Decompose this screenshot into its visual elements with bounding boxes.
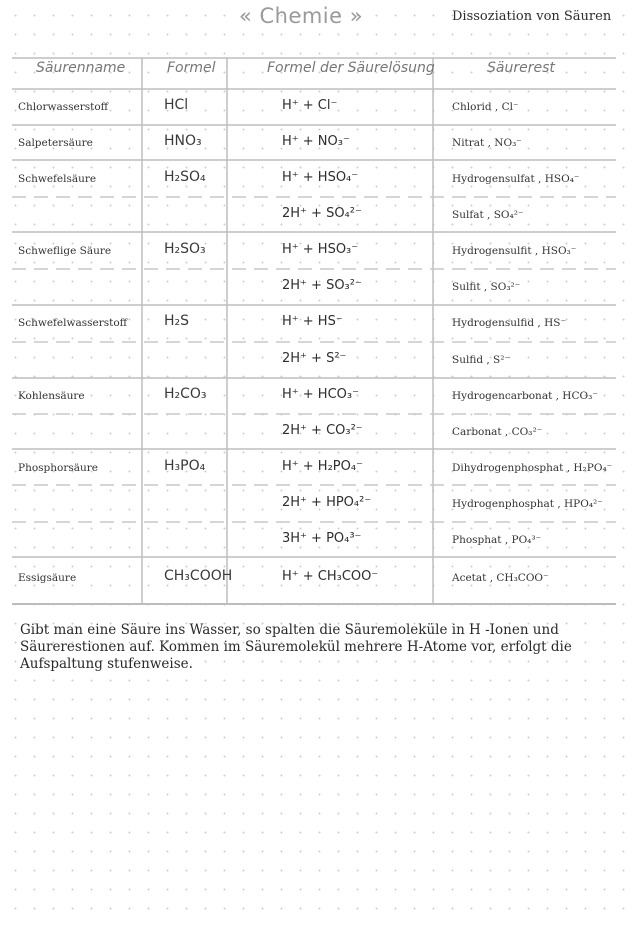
acid-residue: Sulfid , S²⁻ — [452, 354, 510, 366]
solution-formula: H⁺ + HSO₃⁻ — [282, 242, 359, 257]
acid-residue: Carbonat , CO₃²⁻ — [452, 426, 543, 438]
acid-name: Schweflige Säure — [18, 245, 112, 257]
solution-formula: 2H⁺ + S²⁻ — [282, 351, 347, 366]
acid-residue: Hydrogenphosphat , HPO₄²⁻ — [452, 498, 603, 510]
acid-residue: Sulfit , SO₃²⁻ — [452, 281, 521, 293]
acid-name: Essigsäure — [18, 572, 77, 584]
acid-residue: Hydrogensulfid , HS⁻ — [452, 317, 566, 329]
solution-formula: 2H⁺ + CO₃²⁻ — [282, 423, 363, 438]
solution-formula: 2H⁺ + HPO₄²⁻ — [282, 495, 372, 510]
solution-formula: H⁺ + HCO₃⁻ — [282, 387, 359, 402]
acid-formula: H₂CO₃ — [164, 386, 207, 402]
acid-residue: Hydrogencarbonat , HCO₃⁻ — [452, 390, 598, 402]
acid-formula: HCl — [164, 97, 189, 113]
solution-formula: H⁺ + H₂PO₄⁻ — [282, 459, 363, 474]
acid-residue: Dihydrogenphosphat , H₂PO₄⁻ — [452, 462, 613, 474]
page-header-title: « Chemie » — [238, 4, 364, 28]
page-header-topic: Dissoziation von Säuren — [452, 9, 612, 24]
acid-residue: Nitrat , NO₃⁻ — [452, 137, 522, 149]
explanation-note: Gibt man eine Säure ins Wasser, so spalten die Säuremoleküle in H -Ionen und Säurerestionen auf. Kommen im Säuremolekül mehrere H-Atome vor, erfolgt die Aufspaltung stufenweise. — [20, 622, 572, 672]
column-header-formula: Formel — [167, 60, 216, 76]
acid-formula: H₂SO₃ — [164, 241, 206, 257]
acid-name: Chlorwasserstoff — [18, 101, 109, 113]
acid-name: Salpetersäure — [18, 137, 93, 149]
acid-residue: Chlorid , Cl⁻ — [452, 101, 519, 113]
acid-residue: Acetat , CH₃COO⁻ — [452, 572, 549, 584]
acid-residue: Hydrogensulfit , HSO₃⁻ — [452, 245, 577, 257]
column-header-rest: Säurerest — [487, 60, 555, 76]
acid-residue: Sulfat , SO₄²⁻ — [452, 209, 524, 221]
acid-residue: Hydrogensulfat , HSO₄⁻ — [452, 173, 580, 185]
solution-formula: H⁺ + Cl⁻ — [282, 98, 338, 113]
solution-formula: H⁺ + HS⁻ — [282, 314, 343, 329]
solution-formula: 2H⁺ + SO₃²⁻ — [282, 278, 362, 293]
solution-formula: H⁺ + CH₃COO⁻ — [282, 569, 379, 584]
acid-name: Schwefelwasserstoff — [18, 317, 128, 329]
acid-formula: H₃PO₄ — [164, 458, 206, 474]
acid-name: Kohlensäure — [18, 390, 85, 402]
solution-formula: 2H⁺ + SO₄²⁻ — [282, 206, 362, 221]
acid-name: Phosphorsäure — [18, 462, 99, 474]
solution-formula: H⁺ + NO₃⁻ — [282, 134, 350, 149]
dissociation-table — [12, 57, 616, 606]
column-header-solution: Formel der Säurelösung — [267, 60, 435, 76]
acid-formula: CH₃COOH — [164, 568, 233, 584]
solution-formula: 3H⁺ + PO₄³⁻ — [282, 531, 362, 546]
acid-formula: H₂SO₄ — [164, 169, 206, 185]
column-header-name: Säurenname — [36, 60, 126, 76]
acid-formula: H₂S — [164, 313, 190, 329]
solution-formula: H⁺ + HSO₄⁻ — [282, 170, 359, 185]
acid-formula: HNO₃ — [164, 133, 202, 149]
acid-residue: Phosphat , PO₄³⁻ — [452, 534, 542, 546]
acid-name: Schwefelsäure — [18, 173, 97, 185]
